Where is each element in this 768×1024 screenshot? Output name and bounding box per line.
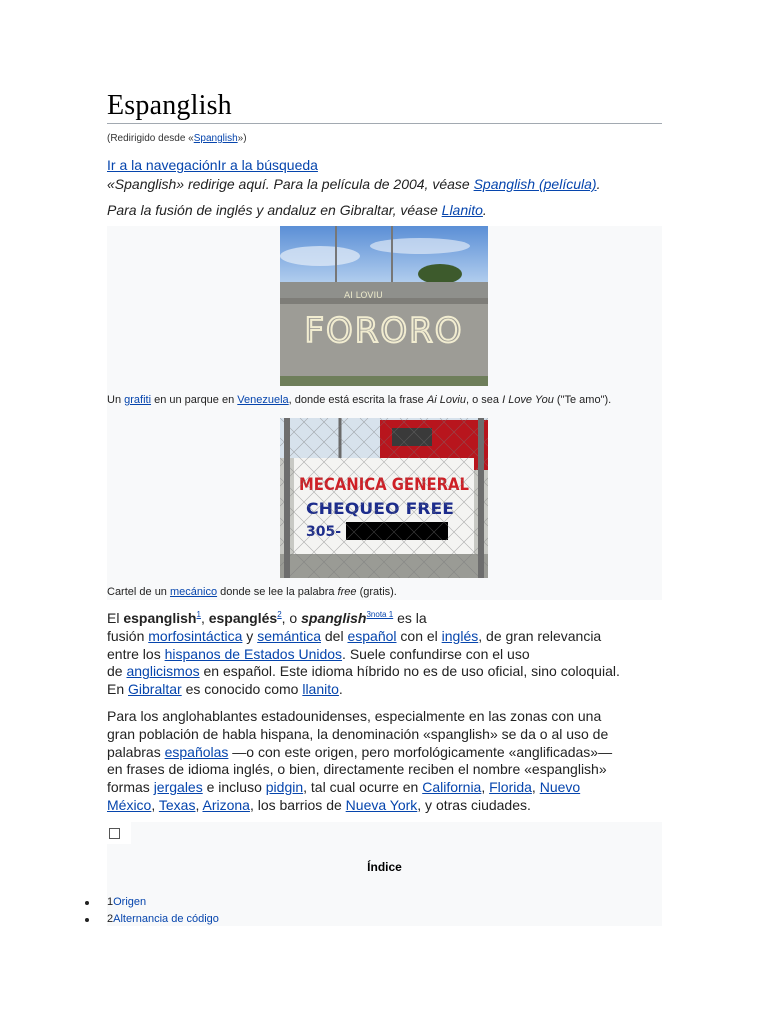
grafiti-image bbox=[280, 226, 488, 386]
title-divider bbox=[107, 123, 662, 124]
text: , tal cual ocurre en bbox=[303, 779, 423, 796]
toc-item-alternancia[interactable] bbox=[85, 911, 219, 928]
link-anglicismos[interactable]: anglicismos bbox=[126, 663, 200, 680]
text: entre los bbox=[107, 645, 165, 662]
caption-text: (gratis). bbox=[356, 586, 397, 598]
paragraph-usage bbox=[107, 708, 662, 815]
text: con el bbox=[396, 627, 442, 644]
link-nuevo-mexico[interactable]: Nuevo bbox=[539, 779, 581, 796]
caption-italic: I Love You bbox=[502, 394, 554, 406]
text: , de gran relevancia bbox=[478, 627, 602, 644]
page-title: Espanglish bbox=[107, 90, 232, 121]
caption-text: Cartel de un bbox=[107, 586, 170, 598]
toc-toggle-checkbox[interactable] bbox=[109, 828, 120, 839]
text: palabras bbox=[107, 743, 165, 760]
para2-line-2: gran población de habla hispana, la denominación «spanglish» se da o al uso de bbox=[107, 725, 609, 742]
link-venezuela[interactable]: Venezuela bbox=[237, 394, 289, 406]
hatnote-llanito bbox=[107, 201, 487, 219]
hatnote-link-llanito[interactable]: Llanito bbox=[441, 202, 483, 218]
para2-line-4: en frases de idioma inglés, o bien, directamente reciben el nombre «espanglish» bbox=[107, 761, 607, 778]
link-espanol[interactable]: español bbox=[347, 627, 397, 644]
mecanico-photo[interactable] bbox=[280, 418, 488, 578]
hatnote-film bbox=[107, 175, 600, 193]
text: , bbox=[531, 779, 540, 796]
caption-text: , donde está escrita la frase bbox=[288, 394, 427, 406]
table-of-contents bbox=[107, 822, 662, 926]
link-llanito[interactable]: llanito bbox=[302, 681, 339, 698]
text: e incluso bbox=[202, 779, 266, 796]
jump-links[interactable]: Ir a la navegaciónIr a la búsqueda bbox=[107, 157, 318, 173]
link-texas[interactable]: Texas bbox=[158, 796, 196, 813]
hatnote-text: Para la fusión de inglés y andaluz en Gibraltar, véase bbox=[107, 202, 442, 218]
text: , bbox=[195, 796, 203, 813]
term-espangles: espanglés bbox=[208, 610, 278, 626]
caption-text: en un parque en bbox=[151, 394, 238, 406]
redirect-note bbox=[107, 132, 247, 146]
para2-line-3 bbox=[107, 744, 662, 762]
term-espanglish: espanglish bbox=[123, 610, 197, 626]
toc-link[interactable]: Alternancia de código bbox=[113, 913, 219, 925]
text: . Suele confundirse con el uso bbox=[342, 645, 530, 662]
text: en español. Este idioma híbrido no es de uso oficial, sino coloquial. bbox=[199, 663, 620, 680]
para2-line-6 bbox=[107, 797, 662, 815]
text: , los barrios de bbox=[249, 796, 346, 813]
text: de bbox=[107, 663, 127, 680]
link-arizona[interactable]: Arizona bbox=[202, 796, 250, 813]
para1-line-3 bbox=[107, 646, 662, 664]
link-jergales[interactable]: jergales bbox=[153, 779, 203, 796]
link-florida[interactable]: Florida bbox=[489, 779, 532, 796]
figure-grafiti bbox=[107, 226, 662, 414]
para2-line-5 bbox=[107, 779, 662, 797]
toc-link[interactable]: Origen bbox=[113, 896, 147, 908]
bullet-icon bbox=[85, 901, 89, 905]
text: , bbox=[151, 796, 159, 813]
caption-grafiti bbox=[107, 393, 611, 407]
text: En bbox=[107, 681, 129, 698]
toc-title: Índice bbox=[367, 860, 402, 874]
para1-line-4 bbox=[107, 663, 662, 681]
toc-item-origen[interactable] bbox=[85, 894, 219, 911]
redirect-suffix: ») bbox=[237, 133, 247, 144]
link-mecanico[interactable]: mecánico bbox=[169, 586, 218, 598]
hatnote-link-film[interactable]: Spanglish (película) bbox=[473, 176, 597, 192]
text: , y otras ciudades. bbox=[417, 796, 531, 813]
toc-list bbox=[85, 894, 219, 928]
text: , o bbox=[281, 610, 302, 626]
link-ingles[interactable]: inglés bbox=[441, 627, 479, 644]
grafiti-big-text: FORORO bbox=[304, 311, 464, 351]
text: . bbox=[338, 681, 343, 698]
figure-mecanico bbox=[107, 414, 662, 600]
para1-line-1 bbox=[107, 610, 662, 628]
caption-text: Un bbox=[107, 394, 125, 406]
mecanico-image bbox=[280, 418, 488, 578]
link-semantica[interactable]: semántica bbox=[257, 627, 321, 644]
toc-header-bg bbox=[131, 822, 662, 844]
ref-1[interactable]: 1 bbox=[196, 610, 201, 619]
para1-line-2 bbox=[107, 628, 662, 646]
link-nueva-york[interactable]: Nueva York bbox=[345, 796, 418, 813]
text: , bbox=[200, 610, 209, 626]
para1-line-5 bbox=[107, 681, 662, 699]
hatnote-end: . bbox=[596, 176, 601, 192]
text: y bbox=[242, 627, 258, 644]
caption-italic: free bbox=[337, 586, 357, 598]
sign-line-3: 305- bbox=[306, 524, 342, 540]
text: , bbox=[481, 779, 490, 796]
caption-mecanico bbox=[107, 585, 397, 599]
caption-text: donde se lee la palabra bbox=[217, 586, 338, 598]
para2-line-1: Para los anglohablantes estadounidenses, especialmente en las zonas con una bbox=[107, 708, 602, 724]
term-spanglish: spanglish bbox=[301, 610, 367, 626]
paragraph-intro bbox=[107, 610, 662, 699]
grafiti-small-text: AI LOVIU bbox=[344, 291, 383, 301]
link-grafiti[interactable]: grafiti bbox=[124, 394, 152, 406]
text: —o con este origen, pero morfológicamente «anglificadas»— bbox=[228, 743, 613, 760]
link-morfosintactica[interactable]: morfosintáctica bbox=[148, 627, 243, 644]
toc-number: 1 bbox=[107, 896, 114, 908]
ref-2[interactable]: 2 bbox=[277, 610, 282, 619]
toc-number: 2 bbox=[107, 913, 114, 925]
redirect-link[interactable]: Spanglish bbox=[193, 133, 238, 144]
text: El bbox=[107, 610, 124, 626]
link-nuevo-mexico-2[interactable]: México bbox=[107, 796, 152, 813]
hatnote-end: . bbox=[482, 202, 487, 218]
bullet-icon bbox=[85, 918, 89, 922]
redirect-prefix: (Redirigido desde « bbox=[107, 133, 194, 144]
link-gibraltar[interactable]: Gibraltar bbox=[128, 681, 182, 698]
caption-text: ("Te amo"). bbox=[553, 394, 612, 406]
grafiti-photo[interactable] bbox=[280, 226, 488, 386]
hatnote-text: «Spanglish» redirige aquí. Para la película de 2004, véase bbox=[107, 176, 474, 192]
link-espanolas[interactable]: españolas bbox=[164, 743, 229, 760]
sign-line-2: CHEQUEO FREE bbox=[306, 499, 454, 518]
text: fusión bbox=[107, 627, 149, 644]
text: es la bbox=[393, 610, 427, 626]
caption-italic: Ai Loviu bbox=[426, 394, 466, 406]
link-california[interactable]: California bbox=[422, 779, 482, 796]
ref-3-nota-1[interactable]: 3nota 1 bbox=[366, 610, 394, 619]
text: es conocido como bbox=[181, 681, 303, 698]
caption-text: , o sea bbox=[466, 394, 503, 406]
link-hispanos-eeuu[interactable]: hispanos de Estados Unidos bbox=[164, 645, 343, 662]
text: formas bbox=[107, 779, 154, 796]
link-pidgin[interactable]: pidgin bbox=[265, 779, 304, 796]
sign-line-1: MECANICA GENERAL bbox=[299, 475, 470, 495]
text: del bbox=[321, 627, 348, 644]
